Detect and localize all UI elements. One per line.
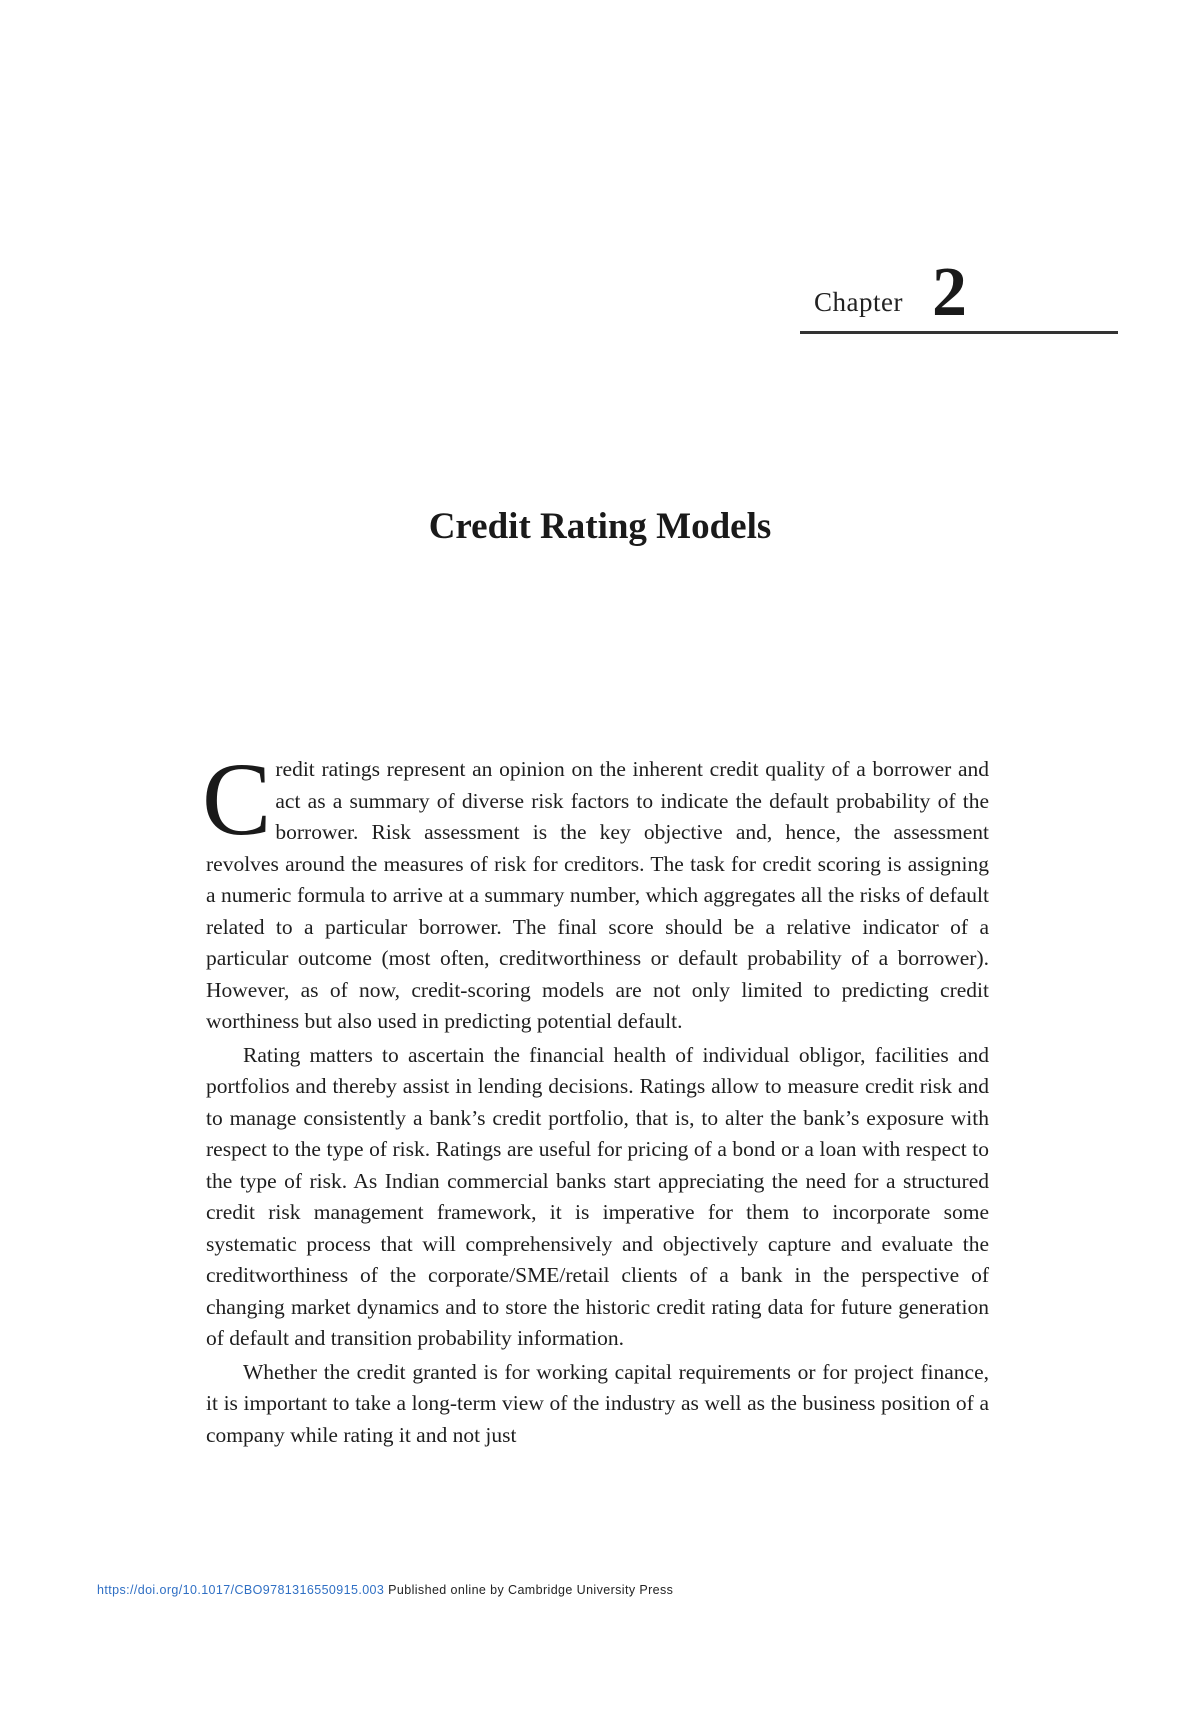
doi-link[interactable]: https://doi.org/10.1017/CBO9781316550915.003	[97, 1583, 385, 1597]
paragraph-1	[202, 742, 989, 1038]
body-text	[202, 742, 989, 1451]
publisher-note: Published online by Cambridge University Press	[388, 1583, 674, 1597]
chapter-title: Credit Rating Models	[428, 506, 772, 547]
page-footer	[97, 1583, 673, 1597]
paragraph-1-text: redit ratings represent an opinion on the inherent credit quality of a borrower and act as a summary of diverse risk factors to indicate the default probability of the borrower. Risk assessment is the key objective and, hence, the assessment revolves around the measures of risk for creditors. The task for credit scoring is assigning a numeric formula to arrive at a summary number, which aggregates all the risks of default related to a particular borrower. The final score should be a relative indicator of a particular outcome (most often, creditworthiness or default probability of a borrower). However, as of now, credit-scoring models are not only limited to predicting credit worthiness but also used in predicting potential default.	[206, 757, 989, 1033]
drop-cap: C	[202, 742, 272, 857]
chapter-label: Chapter	[814, 287, 903, 317]
chapter-heading	[800, 254, 1118, 334]
paragraph-2: Rating matters to ascertain the financial health of individual obligor, facilities and portfolios and thereby assist in lending decisions. Ratings allow to measure credit risk and to manage consistently a bank’s credit portfolio, that is, to alter the bank’s exposure with respect to the type of risk. Ratings are useful for pricing of a bond or a loan with respect to the type of risk. As Indian commercial banks start appreciating the need for a structured credit risk management framework, it is imperative for them to incorporate some systematic process that will comprehensively and objectively capture and evaluate the creditworthiness of the corporate/SME/retail clients of a bank in the perspective of changing market dynamics and to store the historic credit rating data for future generation of default and transition probability information.	[206, 1042, 989, 1350]
chapter-number: 2	[932, 254, 967, 331]
chapter-rule-divider	[800, 331, 1118, 334]
paragraph-3: Whether the credit granted is for working capital requirements or for project finance, it is important to take a long-term view of the industry as well as the business position of a company while rating it and not just	[206, 1359, 989, 1447]
